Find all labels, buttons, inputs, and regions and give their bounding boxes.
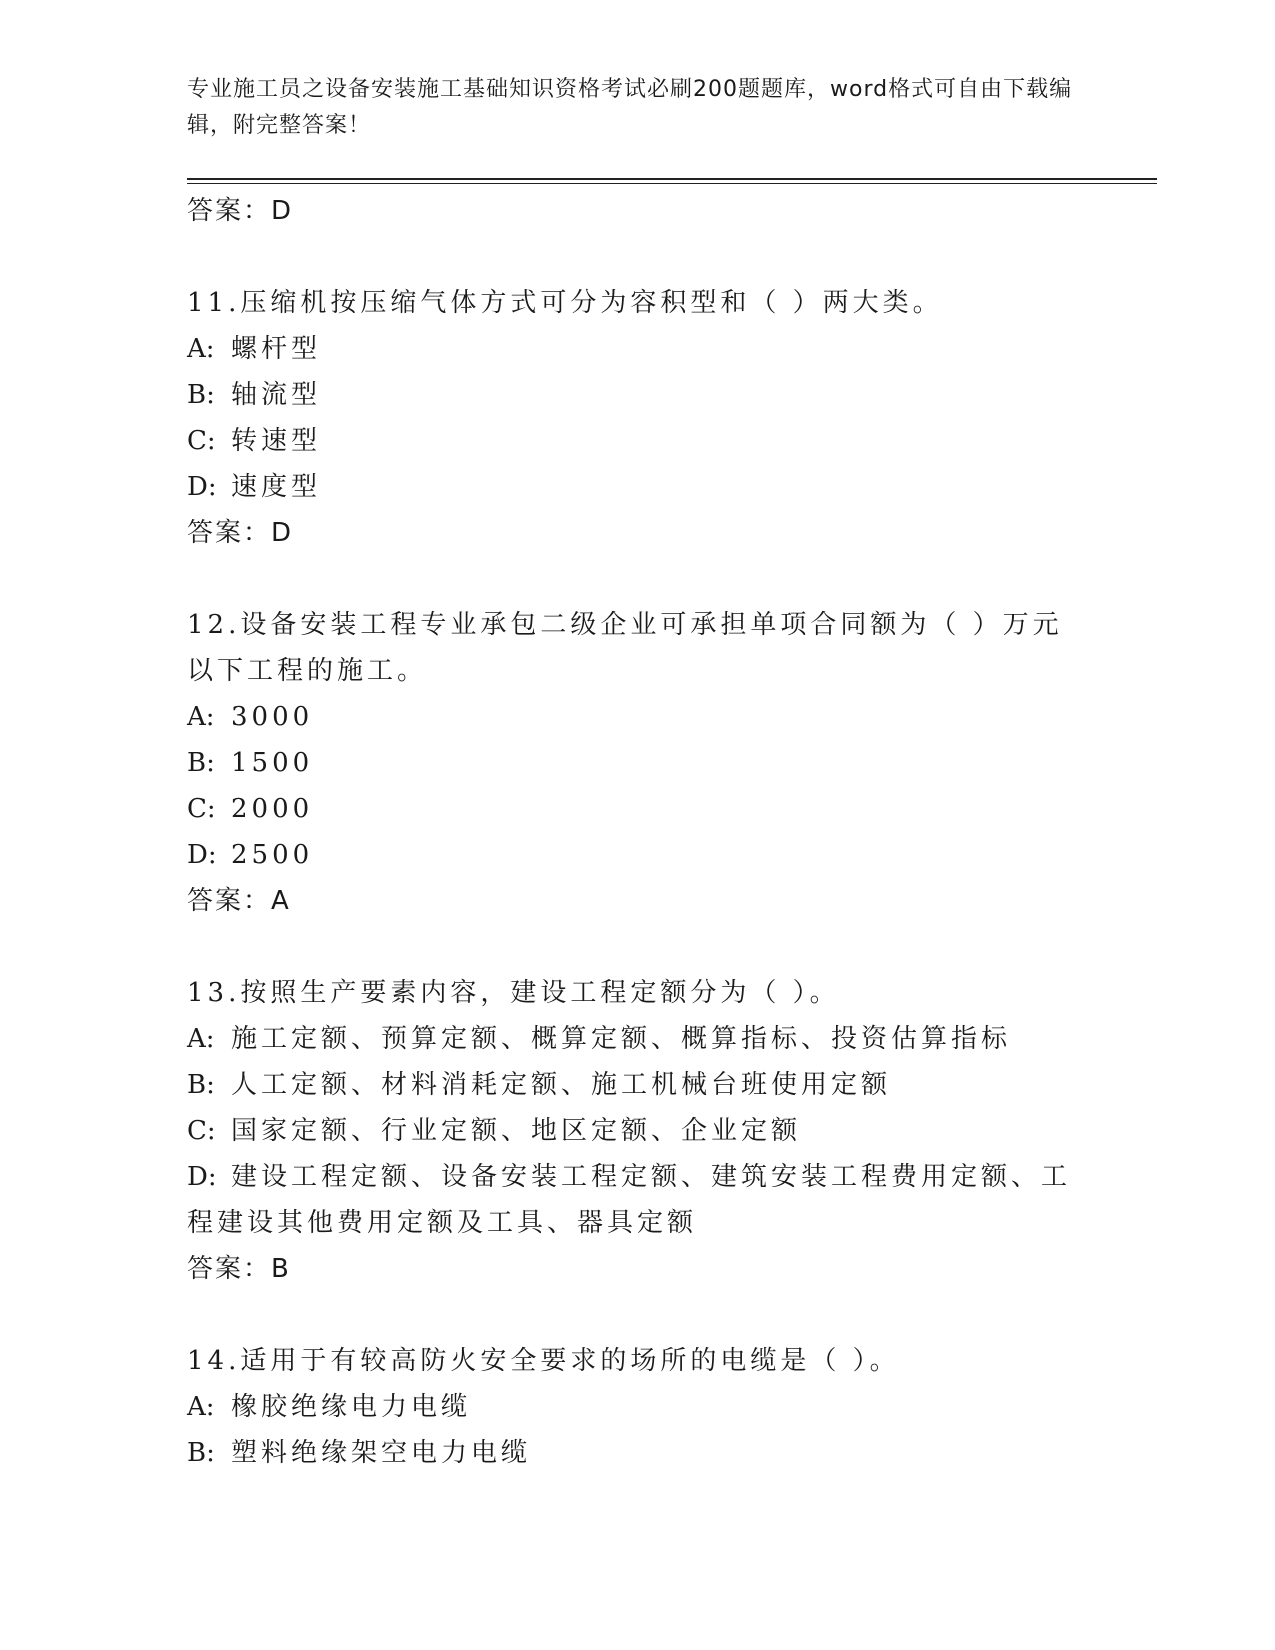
- option-letter: B:: [187, 1070, 215, 1100]
- option-a: [187, 694, 1087, 740]
- option-letter: B:: [187, 748, 215, 778]
- option-b: [187, 1430, 1087, 1476]
- option-letter: B:: [187, 380, 215, 410]
- question-11: [187, 280, 1087, 556]
- question-answer: 答案：B: [187, 1254, 291, 1284]
- option-letter: A:: [187, 334, 215, 364]
- question-stem: 11.压缩机按压缩气体方式可分为容积型和（ ）两大类。: [187, 288, 943, 318]
- option-a: [187, 326, 1087, 372]
- option-text: 橡胶绝缘电力电缆: [231, 1392, 472, 1422]
- question-14: [187, 1338, 1087, 1476]
- option-letter: A:: [187, 1392, 215, 1422]
- option-c: [187, 1108, 1087, 1154]
- option-text: 人工定额、材料消耗定额、施工机械台班使用定额: [231, 1070, 892, 1100]
- option-d: [187, 1154, 1087, 1246]
- option-letter: D:: [187, 840, 217, 870]
- option-letter: C:: [187, 794, 216, 824]
- option-letter: C:: [187, 1116, 216, 1146]
- option-letter: D:: [187, 472, 217, 502]
- option-text: 速度型: [231, 472, 322, 502]
- option-text: 转速型: [231, 426, 322, 456]
- question-stem: 14.适用于有较高防火安全要求的场所的电缆是（ ）。: [187, 1346, 900, 1376]
- question-answer: 答案：A: [187, 886, 291, 916]
- option-letter: A:: [187, 702, 215, 732]
- option-letter: D:: [187, 1162, 217, 1192]
- previous-answer: 答案：D: [187, 196, 294, 226]
- option-text: 1500: [231, 748, 314, 778]
- option-text: 施工定额、预算定额、概算定额、概算指标、投资估算指标: [231, 1024, 1012, 1054]
- option-c: [187, 786, 1087, 832]
- option-text: 轴流型: [231, 380, 322, 410]
- option-text: 塑料绝缘架空电力电缆: [231, 1438, 532, 1468]
- option-b: [187, 740, 1087, 786]
- question-stem: 12.设备安装工程专业承包二级企业可承担单项合同额为（ ）万元以下工程的施工。: [187, 610, 1063, 686]
- question-13: [187, 970, 1087, 1292]
- option-text: 国家定额、行业定额、地区定额、企业定额: [231, 1116, 802, 1146]
- header-divider-thin: [187, 183, 1157, 184]
- option-text: 2500: [231, 840, 314, 870]
- option-letter: B:: [187, 1438, 215, 1468]
- option-c: [187, 418, 1087, 464]
- option-d: [187, 832, 1087, 878]
- question-answer: 答案：D: [187, 518, 294, 548]
- option-a: [187, 1384, 1087, 1430]
- option-text: 2000: [231, 794, 314, 824]
- option-a: [187, 1016, 1087, 1062]
- question-12: [187, 602, 1087, 924]
- document-header: 专业施工员之设备安装施工基础知识资格考试必刷200题题库，word格式可自由下载编辑，附完整答案！: [187, 77, 1073, 138]
- option-b: [187, 1062, 1087, 1108]
- option-text: 螺杆型: [231, 334, 322, 364]
- header-divider-thick: [187, 178, 1157, 180]
- option-d: [187, 464, 1087, 510]
- option-letter: A:: [187, 1024, 215, 1054]
- question-list: [187, 188, 1087, 1476]
- question-stem: 13.按照生产要素内容，建设工程定额分为（ ）。: [187, 978, 840, 1008]
- option-b: [187, 372, 1087, 418]
- option-text: 建设工程定额、设备安装工程定额、建筑安装工程费用定额、工程建设其他费用定额及工具、器具定额: [187, 1162, 1072, 1238]
- option-letter: C:: [187, 426, 216, 456]
- option-text: 3000: [231, 702, 314, 732]
